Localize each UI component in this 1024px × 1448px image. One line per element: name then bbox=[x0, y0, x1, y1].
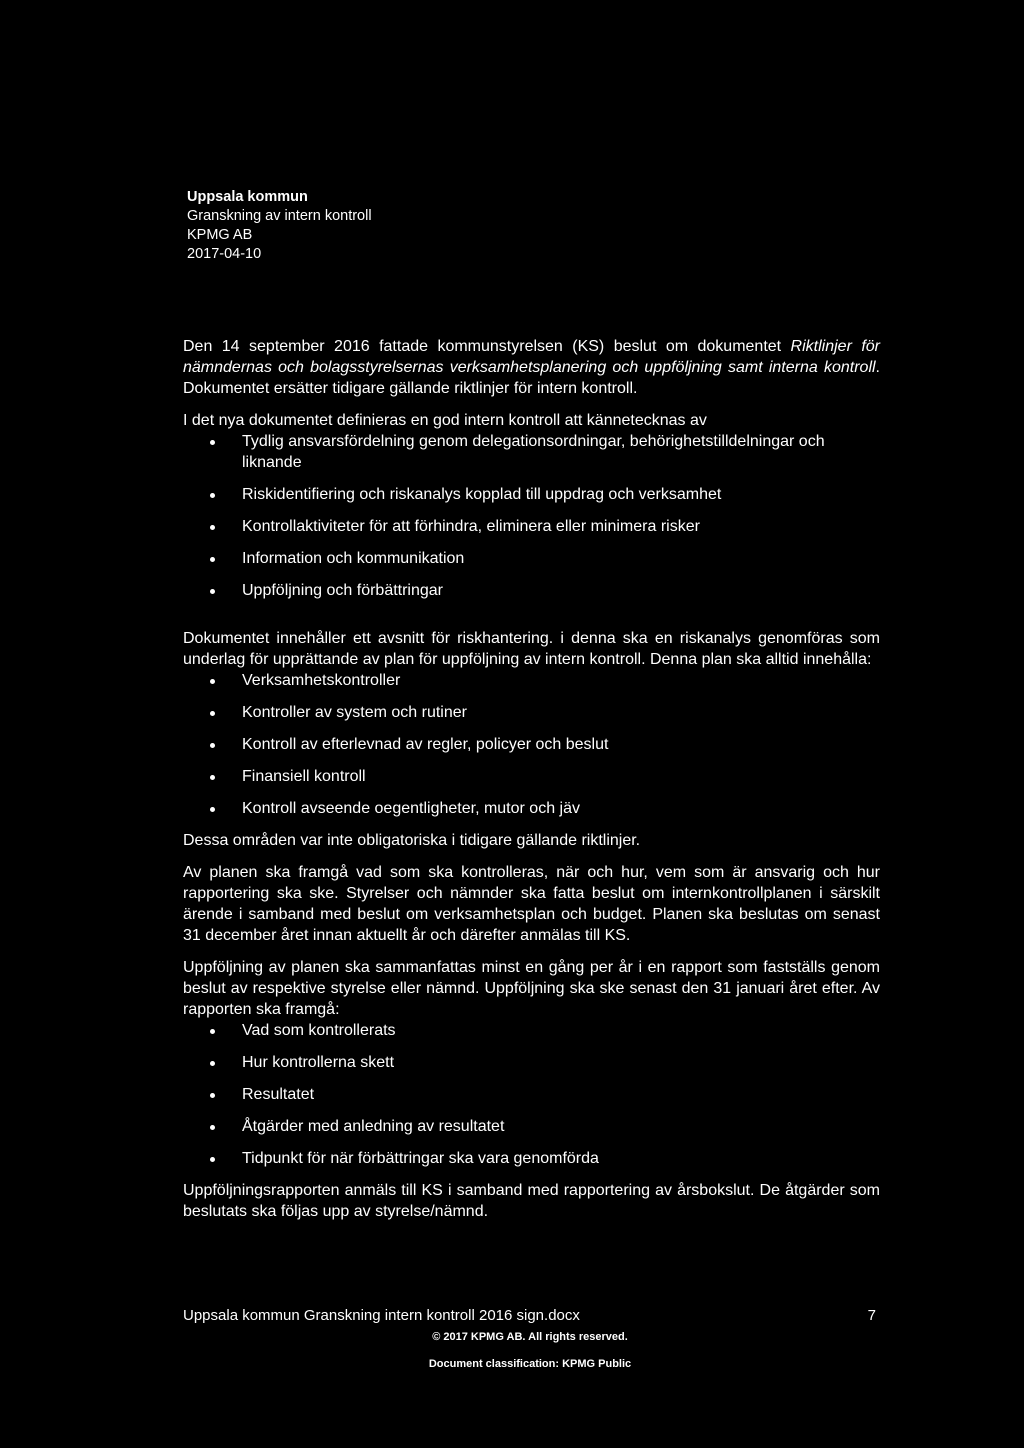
header-organization: Uppsala kommun bbox=[187, 189, 308, 205]
bullet-icon bbox=[210, 743, 215, 748]
bullet-icon bbox=[210, 589, 215, 594]
page-number: 7 bbox=[867, 1307, 876, 1324]
list-item: Hur kontrollerna skett bbox=[183, 1052, 880, 1073]
document-body bbox=[183, 336, 880, 1222]
paragraph-follow-up: Uppföljning av planen ska sammanfattas minst en gång per år i en rapport som fastställs genom beslut av respektive styrelse eller nämnd. Uppföljning ska ske senast den 31 januari året efter. Av rapporten ska framgå: bbox=[183, 959, 880, 1018]
bullet-list-report-contents bbox=[183, 1020, 880, 1169]
footer-copyright: © 2017 KPMG AB. All rights reserved. bbox=[432, 1331, 628, 1343]
paragraph-areas-note: Dessa områden var inte obligatoriska i tidigare gällande riktlinjer. bbox=[183, 832, 641, 849]
bullet-icon bbox=[210, 1061, 215, 1066]
bullet-icon bbox=[210, 440, 215, 445]
list-item: Kontroller av system och rutiner bbox=[183, 702, 880, 723]
paragraph-risk-management: Dokumentet innehåller ett avsnitt för riskhantering. i denna ska en riskanalys genomföras som underlag för upprättande av plan för uppföljning av intern kontroll. Denna plan ska alltid innehålla: bbox=[183, 630, 880, 668]
header-firm: KPMG AB bbox=[187, 227, 253, 243]
list-item: Vad som kontrollerats bbox=[183, 1020, 880, 1041]
list-item: Information och kommunikation bbox=[183, 548, 880, 569]
paragraph-plan-requirements: Av planen ska framgå vad som ska kontrolleras, när och hur, vem som är ansvarig och hur rapportering ska ske. Styrelser och nämnder ska fatta beslut om internkontrollplanen i särskilt ärende i samband med beslut om verksamhetsplan och budget. Planen ska beslutas om senast 31 december året innan aktuellt år och därefter anmälas till KS. bbox=[183, 864, 880, 944]
document-title-italic: Riktlinjer för nämndernas och bolagsstyrelsernas verksamhetsplanering och uppföljning samt interna kontroll bbox=[183, 338, 880, 376]
bullet-list-good-control bbox=[183, 431, 880, 601]
footer-classification: Document classification: KPMG Public bbox=[428, 1358, 632, 1370]
bullet-icon bbox=[210, 807, 215, 812]
list-item: Åtgärder med anledning av resultatet bbox=[183, 1116, 880, 1137]
bullet-icon bbox=[210, 1093, 215, 1098]
list-item: Uppföljning och förbättringar bbox=[183, 580, 880, 601]
paragraph-decision: Den 14 september 2016 fattade kommunstyrelsen (KS) beslut om dokumentet Riktlinjer för nämndernas och bolagsstyrelsernas verksamhetsplanering och uppföljning samt interna kontroll. Dokumentet ersätter tidigare gällande riktlinjer för intern kontroll. bbox=[183, 338, 880, 397]
document-header bbox=[187, 188, 372, 264]
bullet-icon bbox=[210, 557, 215, 562]
list-item: Tydlig ansvarsfördelning genom delegationsordningar, behörighetstilldelningar och liknande bbox=[183, 431, 880, 473]
bullet-icon bbox=[210, 1029, 215, 1034]
bullet-icon bbox=[210, 1125, 215, 1130]
list-item: Riskidentifiering och riskanalys kopplad till uppdrag och verksamhet bbox=[183, 484, 880, 505]
bullet-icon bbox=[210, 493, 215, 498]
list-item: Tidpunkt för när förbättringar ska vara genomförda bbox=[183, 1148, 880, 1169]
bullet-icon bbox=[210, 525, 215, 530]
footer bbox=[183, 1306, 876, 1326]
bullet-icon bbox=[210, 1157, 215, 1162]
list-item: Kontrollaktiviteter för att förhindra, eliminera eller minimera risker bbox=[183, 516, 880, 537]
footer-filename: Uppsala kommun Granskning intern kontroll 2016 sign.docx bbox=[183, 1307, 580, 1324]
paragraph-definition: I det nya dokumentet definieras en god intern kontroll att kännetecknas av bbox=[183, 412, 707, 429]
bullet-list-plan-contents bbox=[183, 670, 880, 819]
header-date: 2017-04-10 bbox=[187, 246, 262, 262]
list-item: Resultatet bbox=[183, 1084, 880, 1105]
bullet-icon bbox=[210, 711, 215, 716]
paragraph-report-submission: Uppföljningsrapporten anmäls till KS i samband med rapportering av årsbokslut. De åtgärder som beslutats ska följas upp av styrelse/nämnd. bbox=[183, 1182, 880, 1220]
list-item: Finansiell kontroll bbox=[183, 766, 880, 787]
header-report-title: Granskning av intern kontroll bbox=[187, 208, 372, 224]
list-item: Verksamhetskontroller bbox=[183, 670, 880, 691]
list-item: Kontroll avseende oegentligheter, mutor och jäv bbox=[183, 798, 880, 819]
list-item: Kontroll av efterlevnad av regler, policyer och beslut bbox=[183, 734, 880, 755]
bullet-icon bbox=[210, 679, 215, 684]
bullet-icon bbox=[210, 775, 215, 780]
